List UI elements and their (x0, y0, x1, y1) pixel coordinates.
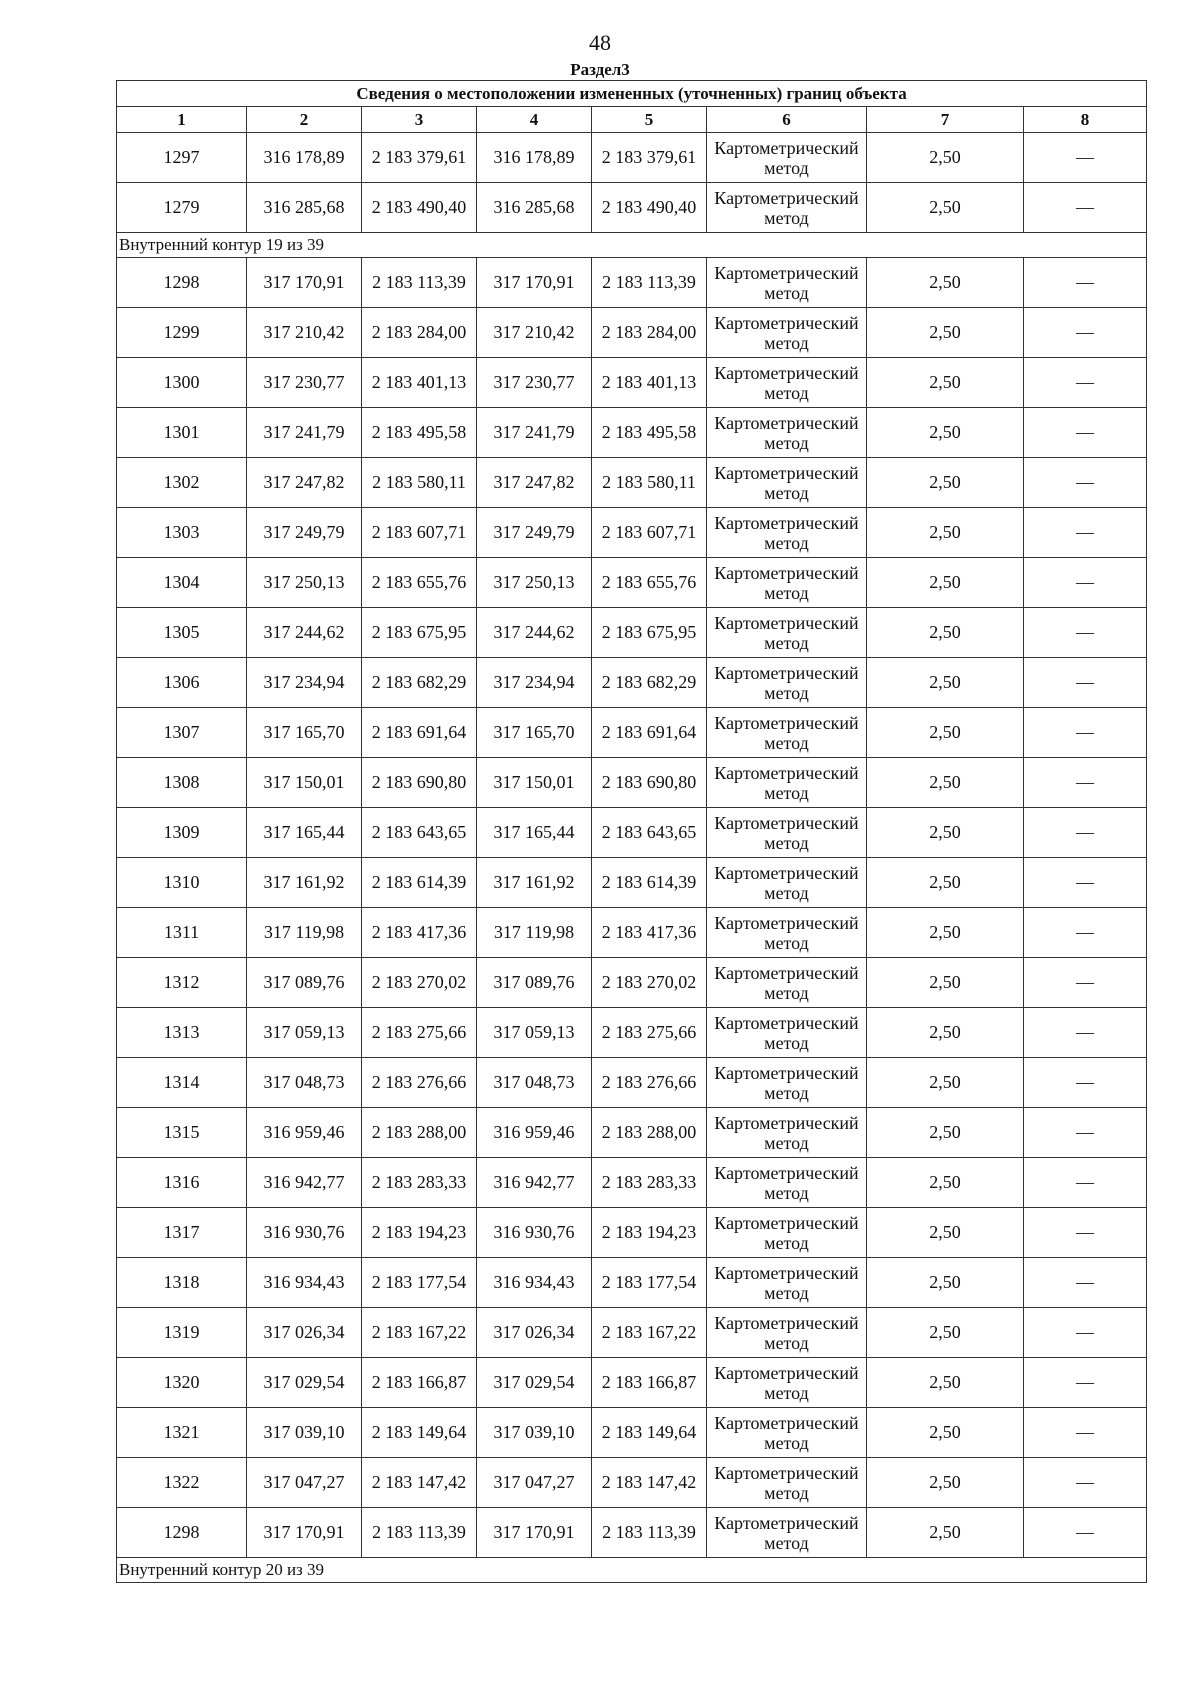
table-cell: 317 161,92 (477, 858, 592, 908)
table-row (117, 358, 1147, 408)
table-cell: 316 942,77 (477, 1158, 592, 1208)
table-cell: 1304 (117, 558, 247, 608)
section-title: Раздел3 (570, 60, 630, 79)
table-cell: 2 183 490,40 (362, 183, 477, 233)
table-cell: 2 183 655,76 (592, 558, 707, 608)
table-cell: 316 178,89 (247, 133, 362, 183)
table-cell: 2 183 580,11 (362, 458, 477, 508)
table-cell: 2 183 276,66 (362, 1058, 477, 1108)
table-cell: 1298 (117, 258, 247, 308)
table-row (117, 133, 1147, 183)
table-cell: 317 089,76 (247, 958, 362, 1008)
table-cell: 2 183 284,00 (592, 308, 707, 358)
table-cell: 2,50 (867, 558, 1024, 608)
table-cell: 317 210,42 (247, 308, 362, 358)
table-cell: 1303 (117, 508, 247, 558)
table-row (117, 508, 1147, 558)
table-cell: 2 183 283,33 (362, 1158, 477, 1208)
column-header: 4 (477, 107, 592, 133)
table-cell: 2 183 690,80 (592, 758, 707, 808)
page-number: 48 (589, 30, 611, 55)
table-cell: 2,50 (867, 758, 1024, 808)
table-cell: 2,50 (867, 1258, 1024, 1308)
table-cell: — (1024, 183, 1147, 233)
table-cell: — (1024, 1208, 1147, 1258)
column-header: 1 (117, 107, 247, 133)
table-cell: 2 183 580,11 (592, 458, 707, 508)
table-cell: 316 942,77 (247, 1158, 362, 1208)
table-cell: 2 183 270,02 (592, 958, 707, 1008)
table-cell: 1297 (117, 133, 247, 183)
table-row (117, 1308, 1147, 1358)
table-cell: 2,50 (867, 1158, 1024, 1208)
table-row (117, 1458, 1147, 1508)
table-cell: 2 183 401,13 (362, 358, 477, 408)
table-cell: 317 059,13 (477, 1008, 592, 1058)
table-cell: 317 250,13 (477, 558, 592, 608)
table-cell: 2,50 (867, 908, 1024, 958)
table-cell: 317 244,62 (477, 608, 592, 658)
table-cell: 1316 (117, 1158, 247, 1208)
table-cell: 317 047,27 (247, 1458, 362, 1508)
table-cell: 2 183 275,66 (362, 1008, 477, 1058)
table-cell: Картометрический метод (707, 708, 867, 758)
table-cell: — (1024, 1058, 1147, 1108)
table-cell: 317 250,13 (247, 558, 362, 608)
table-cell: 2 183 607,71 (592, 508, 707, 558)
table-row (117, 608, 1147, 658)
table-cell: 2,50 (867, 508, 1024, 558)
table-cell: 1317 (117, 1208, 247, 1258)
table-cell: 2 183 495,58 (362, 408, 477, 458)
contour-label: Внутренний контур 19 из 39 (117, 233, 1147, 258)
table-cell: — (1024, 808, 1147, 858)
table-cell: 1321 (117, 1408, 247, 1458)
table-cell: 2 183 167,22 (592, 1308, 707, 1358)
table-row (117, 558, 1147, 608)
table-cell: Картометрический метод (707, 358, 867, 408)
table-cell: 317 029,54 (477, 1358, 592, 1408)
table-cell: 317 170,91 (247, 1508, 362, 1558)
table-cell: Картометрический метод (707, 1058, 867, 1108)
table-cell: 1312 (117, 958, 247, 1008)
table-cell: — (1024, 1258, 1147, 1308)
table-row (117, 1208, 1147, 1258)
table-row (117, 908, 1147, 958)
table-cell: Картометрический метод (707, 1208, 867, 1258)
table-cell: Картометрический метод (707, 458, 867, 508)
table-cell: 1302 (117, 458, 247, 508)
table-cell: 1298 (117, 1508, 247, 1558)
table-cell: 317 249,79 (477, 508, 592, 558)
table-cell: 317 150,01 (247, 758, 362, 808)
table-row (117, 708, 1147, 758)
table-cell: 317 047,27 (477, 1458, 592, 1508)
table-cell: 2 183 177,54 (362, 1258, 477, 1308)
table-cell: 317 119,98 (477, 908, 592, 958)
table-row (117, 958, 1147, 1008)
table-cell: 2,50 (867, 458, 1024, 508)
table-cell: 2 183 147,42 (592, 1458, 707, 1508)
table-cell: 2,50 (867, 258, 1024, 308)
table-cell: 2 183 682,29 (592, 658, 707, 708)
boundary-table (116, 80, 1147, 1583)
table-cell: — (1024, 1008, 1147, 1058)
table-cell: Картометрический метод (707, 1408, 867, 1458)
table-cell: 2 183 270,02 (362, 958, 477, 1008)
table-row (117, 1408, 1147, 1458)
table-cell: 2 183 194,23 (592, 1208, 707, 1258)
table-cell: 2,50 (867, 358, 1024, 408)
table-cell: 317 165,44 (247, 808, 362, 858)
table-cell: 316 930,76 (477, 1208, 592, 1258)
table-cell: 1311 (117, 908, 247, 958)
table-cell: 1309 (117, 808, 247, 858)
column-header: 8 (1024, 107, 1147, 133)
table-cell: 1322 (117, 1458, 247, 1508)
table-row (117, 458, 1147, 508)
table-cell: — (1024, 758, 1147, 808)
table-cell: 316 934,43 (247, 1258, 362, 1308)
table-cell: 317 026,34 (247, 1308, 362, 1358)
table-cell: 1279 (117, 183, 247, 233)
table-cell: 317 170,91 (477, 258, 592, 308)
table-cell: 2 183 166,87 (592, 1358, 707, 1408)
table-cell: 317 170,91 (477, 1508, 592, 1558)
table-cell: 317 170,91 (247, 258, 362, 308)
table-cell: 317 234,94 (247, 658, 362, 708)
table-cell: 1306 (117, 658, 247, 708)
table-cell: 2,50 (867, 1008, 1024, 1058)
table-cell: 2 183 283,33 (592, 1158, 707, 1208)
table-cell: 317 150,01 (477, 758, 592, 808)
table-cell: 2 183 675,95 (592, 608, 707, 658)
table-cell: Картометрический метод (707, 133, 867, 183)
table-cell: 2 183 194,23 (362, 1208, 477, 1258)
table-row (117, 858, 1147, 908)
table-cell: Картометрический метод (707, 958, 867, 1008)
table-cell: Картометрический метод (707, 258, 867, 308)
table-body (117, 133, 1147, 1583)
table-row (117, 308, 1147, 358)
table-cell: 316 285,68 (247, 183, 362, 233)
column-header: 3 (362, 107, 477, 133)
table-cell: 2,50 (867, 808, 1024, 858)
table-row (117, 1258, 1147, 1308)
table-cell: Картометрический метод (707, 1358, 867, 1408)
table-row (117, 1508, 1147, 1558)
table-cell: 2,50 (867, 658, 1024, 708)
table-cell: 1320 (117, 1358, 247, 1408)
table-cell: — (1024, 1458, 1147, 1508)
table-cell: 2,50 (867, 1208, 1024, 1258)
table-cell: — (1024, 458, 1147, 508)
table-cell: — (1024, 1358, 1147, 1408)
table-cell: 2 183 276,66 (592, 1058, 707, 1108)
table-cell: — (1024, 958, 1147, 1008)
table-cell: 2 183 691,64 (362, 708, 477, 758)
table-row (117, 1158, 1147, 1208)
table-cell: — (1024, 608, 1147, 658)
column-header: 7 (867, 107, 1024, 133)
table-cell: Картометрический метод (707, 1008, 867, 1058)
table-cell: 2 183 284,00 (362, 308, 477, 358)
table-cell: 2,50 (867, 608, 1024, 658)
table-cell: 2 183 113,39 (362, 1508, 477, 1558)
table-cell: 2 183 167,22 (362, 1308, 477, 1358)
table-row (117, 1008, 1147, 1058)
table-cell: Картометрический метод (707, 808, 867, 858)
table-cell: 2 183 643,65 (592, 808, 707, 858)
table-cell: 1310 (117, 858, 247, 908)
table-cell: 316 178,89 (477, 133, 592, 183)
table-cell: 2 183 177,54 (592, 1258, 707, 1308)
table-cell: — (1024, 1508, 1147, 1558)
contour-label-row (117, 1558, 1147, 1583)
table-cell: Картометрический метод (707, 1108, 867, 1158)
table-cell: 2 183 149,64 (362, 1408, 477, 1458)
table-row (117, 758, 1147, 808)
table-cell: 317 249,79 (247, 508, 362, 558)
table-cell: 317 165,70 (477, 708, 592, 758)
table-cell: — (1024, 1308, 1147, 1358)
table-cell: 317 247,82 (247, 458, 362, 508)
table-cell: 1301 (117, 408, 247, 458)
table-cell: Картометрический метод (707, 1508, 867, 1558)
table-cell: 317 039,10 (247, 1408, 362, 1458)
table-cell: 317 230,77 (477, 358, 592, 408)
column-header-row (117, 107, 1147, 133)
table-cell: 2 183 147,42 (362, 1458, 477, 1508)
table-cell: 317 165,70 (247, 708, 362, 758)
table-cell: 2,50 (867, 1058, 1024, 1108)
table-cell: Картометрический метод (707, 858, 867, 908)
table-cell: — (1024, 1108, 1147, 1158)
table-cell: Картометрический метод (707, 1158, 867, 1208)
table-cell: 1315 (117, 1108, 247, 1158)
table-cell: — (1024, 1158, 1147, 1208)
table-cell: 2 183 166,87 (362, 1358, 477, 1408)
table-cell: 2,50 (867, 1308, 1024, 1358)
table-cell: 2 183 417,36 (362, 908, 477, 958)
table-cell: — (1024, 658, 1147, 708)
table-cell: — (1024, 258, 1147, 308)
table-cell: 2 183 149,64 (592, 1408, 707, 1458)
table-cell: 316 959,46 (477, 1108, 592, 1158)
table-cell: 2 183 113,39 (362, 258, 477, 308)
table-cell: 2,50 (867, 1408, 1024, 1458)
table-cell: 317 234,94 (477, 658, 592, 708)
table-cell: Картометрический метод (707, 908, 867, 958)
table-row (117, 808, 1147, 858)
table-cell: 2 183 655,76 (362, 558, 477, 608)
table-cell: 2 183 379,61 (362, 133, 477, 183)
table-cell: — (1024, 358, 1147, 408)
table-cell: 2 183 495,58 (592, 408, 707, 458)
table-cell: 1305 (117, 608, 247, 658)
table-cell: 316 959,46 (247, 1108, 362, 1158)
table-cell: 2 183 490,40 (592, 183, 707, 233)
table-cell: 1319 (117, 1308, 247, 1358)
table-cell: 317 059,13 (247, 1008, 362, 1058)
table-cell: — (1024, 408, 1147, 458)
table-cell: Картометрический метод (707, 758, 867, 808)
table-cell: 2 183 614,39 (362, 858, 477, 908)
table-cell: 1307 (117, 708, 247, 758)
table-cell: 2,50 (867, 858, 1024, 908)
table-cell: 317 039,10 (477, 1408, 592, 1458)
table-row (117, 408, 1147, 458)
column-header: 2 (247, 107, 362, 133)
table-cell: — (1024, 908, 1147, 958)
table-row (117, 1058, 1147, 1108)
column-header: 5 (592, 107, 707, 133)
table-cell: 1313 (117, 1008, 247, 1058)
table-cell: Картометрический метод (707, 183, 867, 233)
table-cell: 317 165,44 (477, 808, 592, 858)
table-cell: 2 183 288,00 (362, 1108, 477, 1158)
contour-label: Внутренний контур 20 из 39 (117, 1558, 1147, 1583)
table-cell: 317 029,54 (247, 1358, 362, 1408)
table-cell: 317 230,77 (247, 358, 362, 408)
table-cell: 316 934,43 (477, 1258, 592, 1308)
table-cell: — (1024, 708, 1147, 758)
table-cell: Картометрический метод (707, 408, 867, 458)
table-cell: 2 183 682,29 (362, 658, 477, 708)
table-cell: 1300 (117, 358, 247, 408)
table-cell: Картометрический метод (707, 508, 867, 558)
table-row (117, 1108, 1147, 1158)
table-cell: 317 089,76 (477, 958, 592, 1008)
table-cell: 2,50 (867, 1108, 1024, 1158)
table-cell: 317 119,98 (247, 908, 362, 958)
table-cell: 317 048,73 (247, 1058, 362, 1108)
table-cell: Картометрический метод (707, 1458, 867, 1508)
table-cell: 2 183 379,61 (592, 133, 707, 183)
table-cell: 2,50 (867, 183, 1024, 233)
table-cell: 2,50 (867, 708, 1024, 758)
table-cell: 2 183 401,13 (592, 358, 707, 408)
table-cell: — (1024, 858, 1147, 908)
table-row (117, 658, 1147, 708)
table-cell: — (1024, 558, 1147, 608)
table-cell: 1299 (117, 308, 247, 358)
table-cell: — (1024, 508, 1147, 558)
table-caption: Сведения о местоположении измененных (уточненных) границ объекта (117, 81, 1147, 107)
table-cell: 317 026,34 (477, 1308, 592, 1358)
table-row (117, 183, 1147, 233)
table-cell: 1314 (117, 1058, 247, 1108)
table-cell: 316 285,68 (477, 183, 592, 233)
table-cell: 2,50 (867, 308, 1024, 358)
table-cell: 1308 (117, 758, 247, 808)
table-cell: 2 183 113,39 (592, 1508, 707, 1558)
column-header: 6 (707, 107, 867, 133)
table-cell: Картометрический метод (707, 658, 867, 708)
table-cell: Картометрический метод (707, 308, 867, 358)
table-cell: — (1024, 133, 1147, 183)
table-cell: 317 048,73 (477, 1058, 592, 1108)
table-cell: 2,50 (867, 1358, 1024, 1408)
contour-label-row (117, 233, 1147, 258)
table-cell: Картометрический метод (707, 1258, 867, 1308)
table-cell: 2 183 675,95 (362, 608, 477, 658)
table-row (117, 258, 1147, 308)
table-cell: 2,50 (867, 1458, 1024, 1508)
table-cell: 2 183 690,80 (362, 758, 477, 808)
table-cell: 317 241,79 (477, 408, 592, 458)
table-cell: 316 930,76 (247, 1208, 362, 1258)
table-cell: Картометрический метод (707, 558, 867, 608)
table-cell: 2,50 (867, 133, 1024, 183)
table-cell: 317 210,42 (477, 308, 592, 358)
table-cell: 2,50 (867, 958, 1024, 1008)
table-row (117, 1358, 1147, 1408)
table-cell: 2 183 288,00 (592, 1108, 707, 1158)
table-cell: 2,50 (867, 408, 1024, 458)
table-cell: 2 183 607,71 (362, 508, 477, 558)
table-cell: 1318 (117, 1258, 247, 1308)
table-cell: 2 183 275,66 (592, 1008, 707, 1058)
table-cell: 317 244,62 (247, 608, 362, 658)
table-cell: Картометрический метод (707, 1308, 867, 1358)
table-cell: 2 183 643,65 (362, 808, 477, 858)
table-cell: 2 183 691,64 (592, 708, 707, 758)
table-cell: — (1024, 1408, 1147, 1458)
table-cell: 317 247,82 (477, 458, 592, 508)
table-cell: 317 161,92 (247, 858, 362, 908)
table-cell: — (1024, 308, 1147, 358)
table-cell: Картометрический метод (707, 608, 867, 658)
table-cell: 2,50 (867, 1508, 1024, 1558)
table-cell: 2 183 113,39 (592, 258, 707, 308)
table-cell: 2 183 417,36 (592, 908, 707, 958)
table-cell: 317 241,79 (247, 408, 362, 458)
table-cell: 2 183 614,39 (592, 858, 707, 908)
